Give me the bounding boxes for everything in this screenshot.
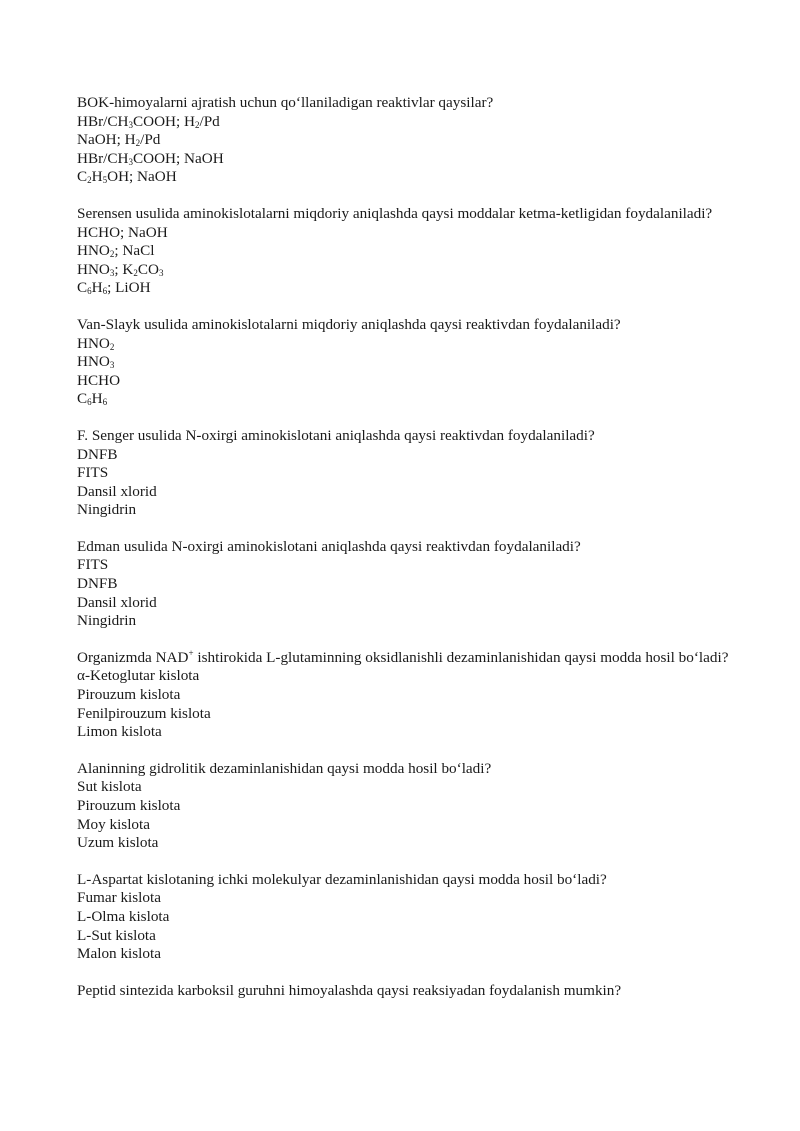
question-block: [77, 205, 742, 298]
answer-option: NaOH; $H_2/Pd$: [77, 131, 161, 149]
answer-option: Pirouzum kislota: [77, 686, 181, 704]
answer-option: $HNO_2$; NaCl: [77, 242, 155, 260]
question-block: [77, 649, 742, 742]
question-block: [77, 982, 742, 1001]
question-text: F. Senger usulida N-oxirgi aminokislotani aniqlashda qaysi reaktivdan foydalaniladi?: [77, 426, 595, 444]
question-block: [77, 538, 742, 631]
answer-option: α-Ketoglutar kislota: [77, 667, 200, 685]
answer-option: HCHO; NaOH: [77, 223, 168, 241]
question-text: Edman usulida N-oxirgi aminokislotani aniqlashda qaysi reaktivdan foydalaniladi?: [77, 537, 581, 555]
question-block: [77, 760, 742, 853]
answer-option: HBr/$CH_3COOH$; $H_2/Pd$: [77, 112, 220, 130]
question-text: Alaninning gidrolitik dezaminlanishidan qaysi modda hosil bo‘ladi?: [77, 759, 492, 777]
answer-option: Pirouzum kislota: [77, 797, 181, 814]
answer-option: $C_6H_6$; LiOH: [77, 279, 151, 297]
answer-option: $HNO_3$: [77, 353, 115, 371]
question-block: [77, 427, 742, 520]
question-text: BOK-himoyalarni ajratish uchun qo‘llaniladigan reaktivlar qaysilar?: [77, 94, 494, 111]
answer-option: Fumar kislota: [77, 889, 161, 907]
answer-option: Dansil xlorid: [77, 593, 157, 611]
answer-option: Malon kislota: [77, 945, 161, 963]
answer-option: Ningidrin: [77, 501, 137, 519]
question-text: Peptid sintezida karboksil guruhni himoyalashda qaysi reaksiyadan foydalanish mumkin?: [77, 981, 622, 999]
answer-option: HCHO: [77, 371, 121, 389]
answer-option: Uzum kislota: [77, 834, 159, 852]
answer-option: Sut kislota: [77, 778, 142, 796]
answer-option: FITS: [77, 556, 109, 574]
answer-option: $HNO_3$; $K_2CO_3$: [77, 260, 164, 278]
question-block: [77, 94, 742, 187]
answer-option: L-Sut kislota: [77, 926, 156, 944]
answer-option: Ningidrin: [77, 612, 137, 630]
answer-option: Fenilpirouzum kislota: [77, 704, 211, 722]
question-text: Organizmda NAD+ ishtirokida L-glutaminning oksidlanishli dezaminlanishidan qaysi modda hosil bo‘ladi?: [77, 647, 729, 666]
question-text: L-Aspartat kislotaning ichki molekulyar dezaminlanishidan qaysi modda hosil bo‘ladi?: [77, 870, 607, 888]
answer-option: HBr/$CH_3COOH$; NaOH: [77, 149, 224, 167]
answer-option: DNFB: [77, 575, 118, 593]
question-block: [77, 316, 742, 409]
answer-option: $C_6H_6$: [77, 390, 108, 408]
answer-option: FITS: [77, 464, 109, 482]
question-block: [77, 871, 742, 964]
answer-option: Limon kislota: [77, 723, 162, 741]
answer-option: L-Olma kislota: [77, 907, 170, 925]
question-text: Serensen usulida aminokislotalarni miqdoriy aniqlashda qaysi moddalar ketma-ketligidan foydalaniladi?: [77, 204, 713, 222]
question-text: Van-Slayk usulida aminokislotalarni miqdoriy aniqlashda qaysi reaktivdan foydalaniladi?: [77, 315, 621, 333]
answer-option: $HNO_2$: [77, 334, 115, 352]
answer-option: DNFB: [77, 445, 118, 463]
answer-option: $C_2H_5OH$; NaOH: [77, 168, 177, 186]
answer-option: Dansil xlorid: [77, 482, 157, 500]
answer-option: Moy kislota: [77, 815, 150, 833]
